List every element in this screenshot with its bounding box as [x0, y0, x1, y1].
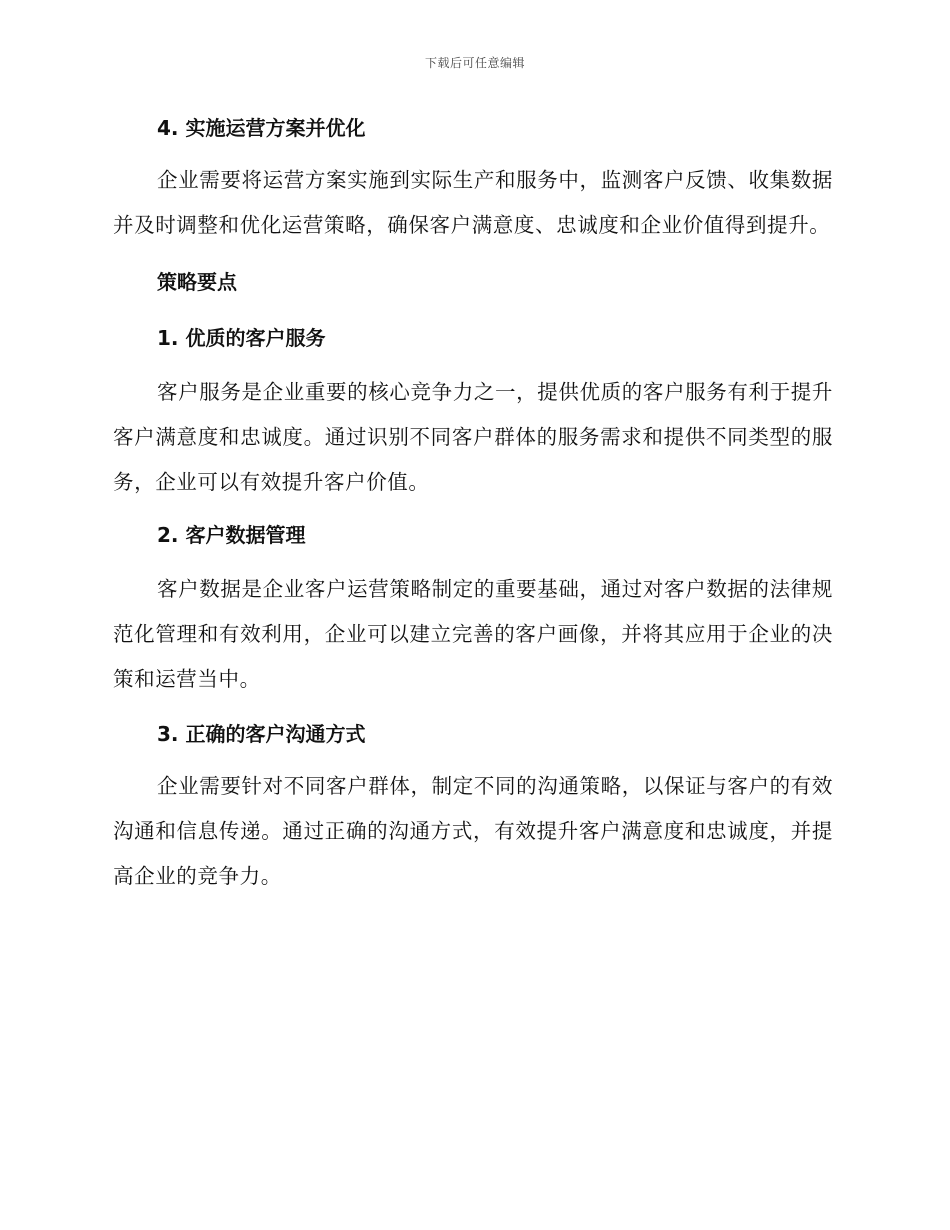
section-heading-4: 4. 实施运营方案并优化 — [157, 116, 366, 140]
point-paragraph-3: 企业需要针对不同客户群体，制定不同的沟通策略，以保证与客户的有效沟通和信息传递。通过正确的沟通方式，有效提升客户满意度和忠诚度，并提高企业的竞争力。 — [113, 774, 833, 888]
strategy-heading: 策略要点 — [157, 270, 237, 294]
document-body — [113, 110, 833, 899]
point-heading-3: 3. 正确的客户沟通方式 — [157, 722, 366, 746]
point-paragraph-1: 客户服务是企业重要的核心竞争力之一，提供优质的客户服务有利于提升客户满意度和忠诚度。通过识别不同客户群体的服务需求和提供不同类型的服务，企业可以有效提升客户价值。 — [113, 380, 833, 494]
page-header-note: 下载后可任意编辑 — [424, 56, 525, 70]
point-heading-1: 1. 优质的客户服务 — [157, 326, 326, 350]
point-heading-2: 2. 客户数据管理 — [157, 523, 306, 547]
point-paragraph-2: 客户数据是企业客户运营策略制定的重要基础，通过对客户数据的法律规范化管理和有效利用，企业可以建立完善的客户画像，并将其应用于企业的决策和运营当中。 — [113, 577, 833, 691]
section-paragraph-4: 企业需要将运营方案实施到实际生产和服务中，监测客户反馈、收集数据并及时调整和优化运营策略，确保客户满意度、忠诚度和企业价值得到提升。 — [113, 168, 833, 237]
